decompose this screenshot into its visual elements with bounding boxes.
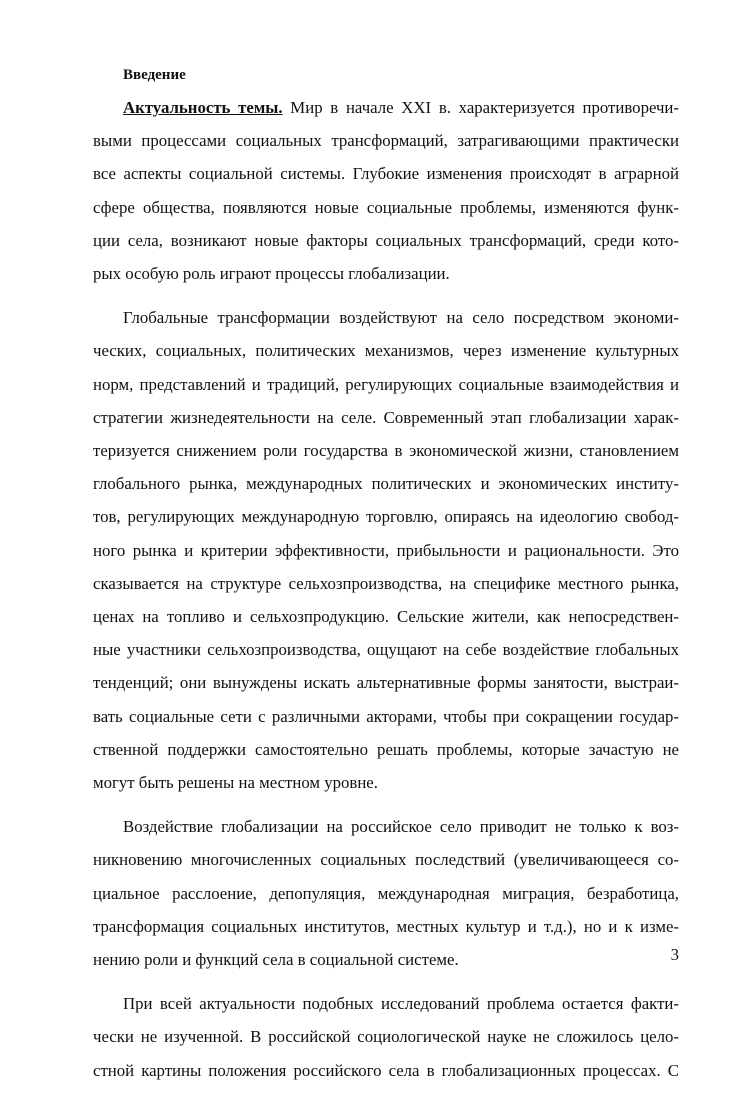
paragraph-line: стратегии жизнедеятельности на селе. Современный этап глобализации харак- bbox=[93, 408, 679, 427]
paragraph-line: чески не изученной. В российской социологической науке не сложилось цело- bbox=[93, 1027, 679, 1046]
paragraph-line: вать социальные сети с различными акторами, чтобы при сокращении государ- bbox=[93, 707, 679, 726]
paragraph-line: нению роли и функций села в социальной системе. bbox=[93, 950, 459, 969]
section-heading: Введение bbox=[123, 67, 186, 83]
paragraph-line: Глобальные трансформации воздействуют на село посредством экономи- bbox=[123, 308, 679, 327]
paragraph-line: тенденций; они вынуждены искать альтернативные формы занятости, выстраи- bbox=[93, 673, 679, 692]
paragraph-line: ные участники сельхозпроизводства, ощущают на себе воздействие глобальных bbox=[93, 640, 679, 659]
paragraph-line: норм, представлений и традиций, регулирующих социальные взаимодействия и bbox=[93, 375, 679, 394]
paragraph-line: ческих, социальных, политических механизмов, через изменение культурных bbox=[93, 341, 679, 360]
paragraph-line: ценах на топливо и сельхозпродукцию. Сельские жители, как непосредствен- bbox=[93, 607, 679, 626]
paragraph-text: Мир в начале XXI в. характеризуется противоречи- bbox=[290, 98, 679, 117]
paragraph-line: ного рынка и критерии эффективности, прибыльности и рациональности. Это bbox=[93, 541, 679, 560]
page-number: 3 bbox=[670, 945, 679, 964]
paragraph-line: При всей актуальности подобных исследований проблема остается факти- bbox=[123, 994, 679, 1013]
paragraph-line: все аспекты социальной системы. Глубокие изменения происходят в аграрной bbox=[93, 164, 679, 183]
paragraph-line: трансформация социальных институтов, местных культур и т.д.), но и к изме- bbox=[93, 917, 679, 936]
paragraph-line: никновению многочисленных социальных последствий (увеличивающееся со- bbox=[93, 850, 679, 869]
paragraph-line: ции села, возникают новые факторы социальных трансформаций, среди кото- bbox=[93, 231, 679, 250]
paragraph-line: сказывается на структуре сельхозпроизводства, на специфике местного рынка, bbox=[93, 574, 679, 593]
lead-label: Актуальность темы. bbox=[123, 98, 283, 117]
paragraph-line: ственной поддержки самостоятельно решать проблемы, которые зачастую не bbox=[93, 740, 679, 759]
paragraph-line: Воздействие глобализации на российское село приводит не только к воз- bbox=[123, 817, 679, 836]
paragraph-line: рых особую роль играют процессы глобализации. bbox=[93, 264, 450, 283]
paragraph-line: глобального рынка, международных политических и экономических институ- bbox=[93, 474, 679, 493]
paragraph-line: теризуется снижением роли государства в экономической жизни, становлением bbox=[93, 441, 679, 460]
paragraph-line: тов, регулирующих международную торговлю, опираясь на идеологию свобод- bbox=[93, 507, 679, 526]
paragraph-line: стной картины положения российского села в глобализационных процессах. С bbox=[93, 1061, 679, 1080]
paragraph-line: циальное расслоение, депопуляция, международная миграция, безработица, bbox=[93, 884, 679, 903]
paragraph-line bbox=[123, 97, 679, 119]
paragraph-line: сфере общества, появляются новые социальные проблемы, изменяются функ- bbox=[93, 198, 679, 217]
paragraph-line: могут быть решены на местном уровне. bbox=[93, 773, 378, 792]
paragraph-line: выми процессами социальных трансформаций, затрагивающими практически bbox=[93, 131, 679, 150]
